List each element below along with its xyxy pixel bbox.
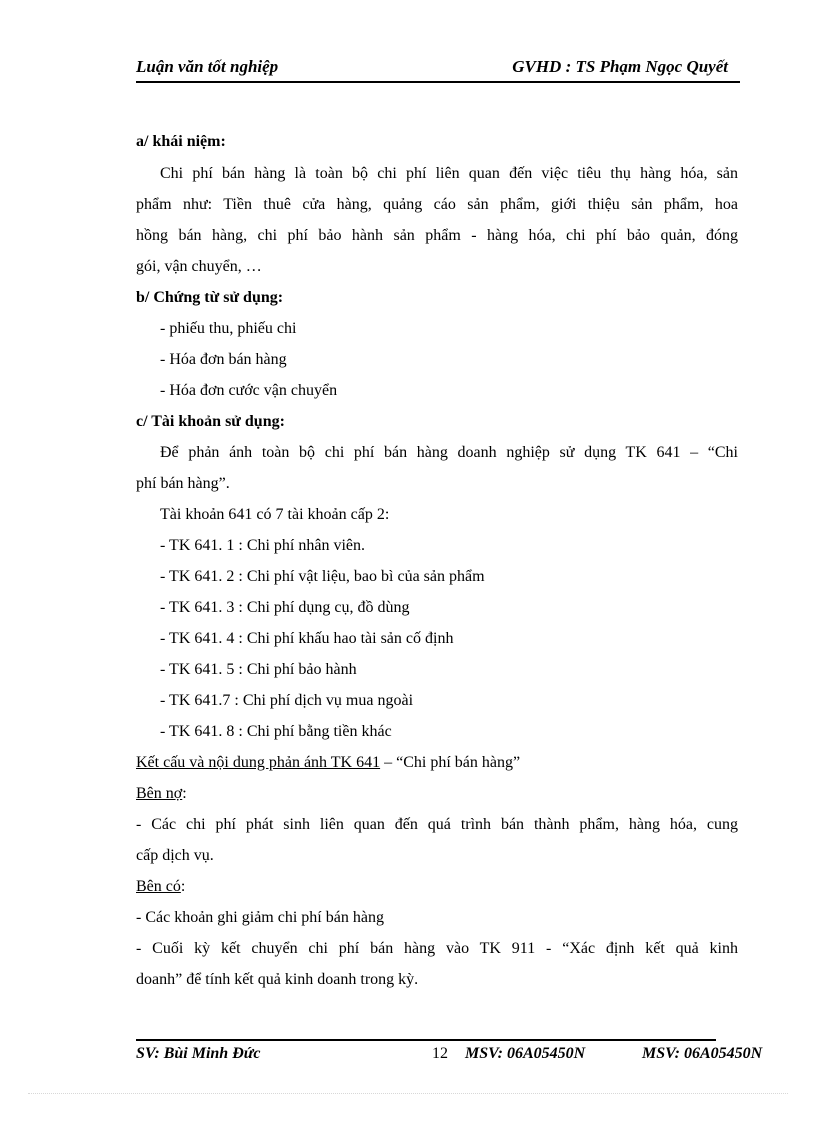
paragraph-line: Tài khoản 641 có 7 tài khoản cấp 2: [160,506,390,523]
paragraph-line: Chi phí bán hàng là toàn bộ chi phí liên quan đến việc tiêu thụ hàng hóa, sản [160,165,738,182]
credit-heading [136,877,185,897]
list-item: - TK 641.7 : Chi phí dịch vụ mua ngoài [160,692,414,709]
section-a-heading: a/ khái niệm: [136,133,226,150]
paragraph-line: gói, vận chuyển, … [136,258,262,275]
paragraph-line: phí bán hàng”. [136,475,230,492]
header-thesis-title: Luận văn tốt nghiệp [136,57,279,76]
list-item: - TK 641. 5 : Chi phí bảo hành [160,661,357,678]
list-item: - TK 641. 2 : Chi phí vật liệu, bao bì của sản phẩm [160,568,485,585]
paragraph-line: cấp dịch vụ. [136,847,214,864]
debit-heading [136,784,187,804]
page-number: 12 [432,1045,448,1062]
credit-label: Bên có [136,878,181,895]
paragraph-line: - Các chi phí phát sinh liên quan đến quá trình bán thành phẩm, hàng hóa, cung [136,816,738,833]
structure-rest-text: – “Chi phí bán hàng” [380,754,521,771]
paragraph-line: - Cuối kỳ kết chuyển chi phí bán hàng vào TK 911 - “Xác định kết quả kinh [136,940,738,957]
paragraph-line: doanh” để tính kết quả kinh doanh trong kỳ. [136,971,419,988]
section-c-heading: c/ Tài khoản sử dụng: [136,413,285,430]
list-item: - TK 641. 4 : Chi phí khấu hao tài sản cố định [160,630,454,647]
structure-line [136,753,520,773]
list-item: - Hóa đơn bán hàng [160,351,287,368]
section-b-heading: b/ Chứng từ sử dụng: [136,289,284,306]
list-item: - TK 641. 8 : Chi phí bằng tiền khác [160,723,392,740]
page-header [136,55,740,83]
credit-colon: : [180,878,186,895]
list-item: - TK 641. 1 : Chi phí nhân viên. [160,537,366,554]
list-item: - Hóa đơn cước vận chuyển [160,382,338,399]
structure-underlined-text: Kết cấu và nội dung phản ánh TK 641 [136,754,381,771]
footer-student-id: MSV: 06A05450N [465,1045,586,1062]
footer-student-id-duplicate: MSV: 06A05450N [642,1045,763,1062]
paragraph-line: hồng bán hàng, chi phí bảo hành sản phẩm - hàng hóa, chi phí bảo quản, đóng [136,227,738,244]
page-bottom-dotted-border [28,1093,788,1094]
footer-divider [136,1039,716,1041]
footer-student: SV: Bùi Minh Đức [136,1045,261,1062]
list-item: - phiếu thu, phiếu chi [160,320,297,337]
debit-label: Bên nợ [136,785,183,802]
list-item: - TK 641. 3 : Chi phí dụng cụ, đồ dùng [160,599,410,616]
header-supervisor: GVHD : TS Phạm Ngọc Quyết [512,57,728,76]
paragraph-line: - Các khoản ghi giảm chi phí bán hàng [136,909,384,926]
paragraph-line: Để phản ánh toàn bộ chi phí bán hàng doanh nghiệp sử dụng TK 641 – “Chi [160,444,738,461]
paragraph-line: phẩm như: Tiền thuê cửa hàng, quảng cáo sản phẩm, giới thiệu sản phẩm, hoa [136,196,738,213]
debit-colon: : [182,785,187,802]
